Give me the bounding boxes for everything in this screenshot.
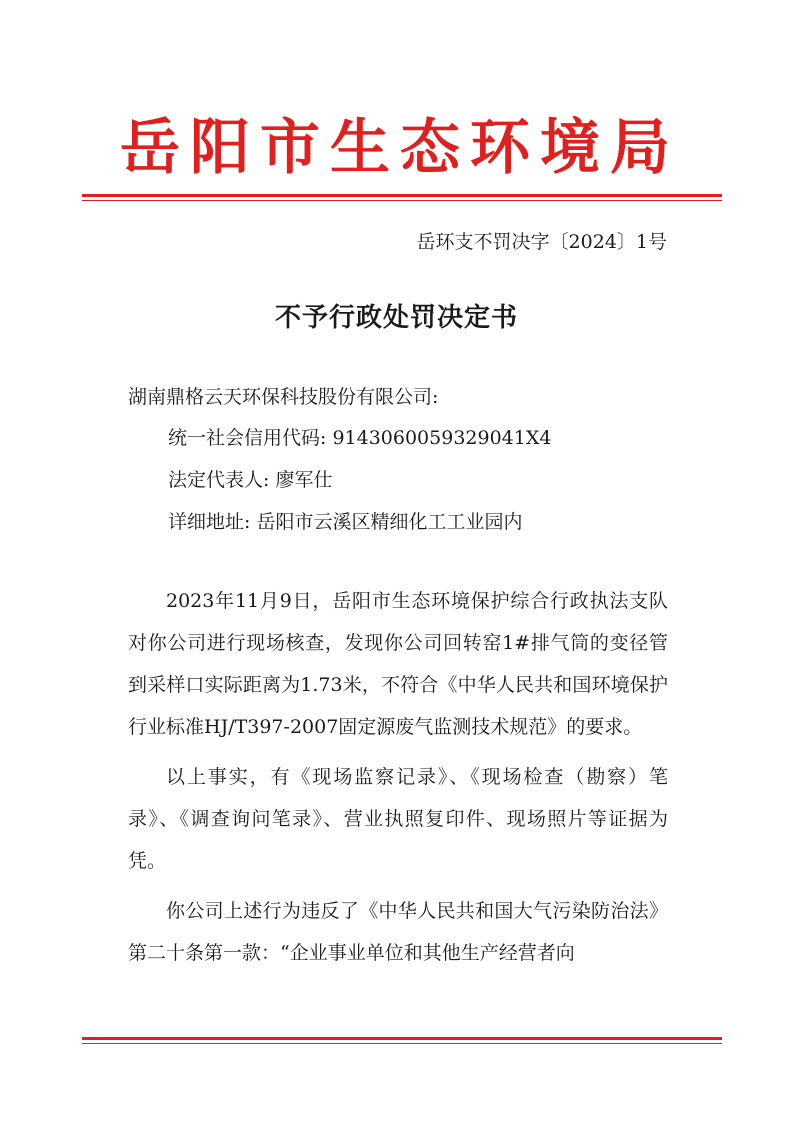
document-title: 不予行政处罚决定书 <box>274 303 518 333</box>
footer-rule-thin-line <box>82 1043 722 1044</box>
legal-representative-line: 法定代表人: 廖军仕 <box>168 469 333 491</box>
letterhead-red-rule <box>82 194 722 201</box>
footer-red-rule <box>82 1037 722 1044</box>
letterhead-org-name: 岳阳市生态环境局 <box>120 113 680 183</box>
body-paragraph-violation: 你公司上述行为违反了《中华人民共和国大气污染防治法》第二十条第一款：“企业事业单位和其他生产经营者向 <box>128 900 668 964</box>
address-line: 详细地址: 岳阳市云溪区精细化工工业园内 <box>168 511 523 533</box>
red-rule-thin-line <box>82 200 722 201</box>
body-paragraph-facts: 2023年11月9日，岳阳市生态环境保护综合行政执法支队对你公司进行现场核查，发现你公司回转窑1#排气筒的变径管到采样口实际距离为1.73米，不符合《中华人民共和国环境保护行业标准HJ/T397-2007固定源废气监测技术规范》的要求。 <box>128 590 668 738</box>
red-rule-thick-line <box>82 194 722 197</box>
footer-rule-thick-line <box>82 1037 722 1040</box>
document-number: 岳环支不罚决字〔2024〕1号 <box>416 231 667 253</box>
addressee-company: 湖南鼎格云天环保科技股份有限公司: <box>128 386 439 408</box>
credit-code-line: 统一社会信用代码: 9143060059329041X4 <box>168 427 552 449</box>
body-paragraph-evidence: 以上事实，有《现场监察记录》、《现场检查（勘察）笔录》、《调查询问笔录》、营业执照复印件、现场照片等证据为凭。 <box>128 766 668 872</box>
decision-body <box>128 580 668 974</box>
